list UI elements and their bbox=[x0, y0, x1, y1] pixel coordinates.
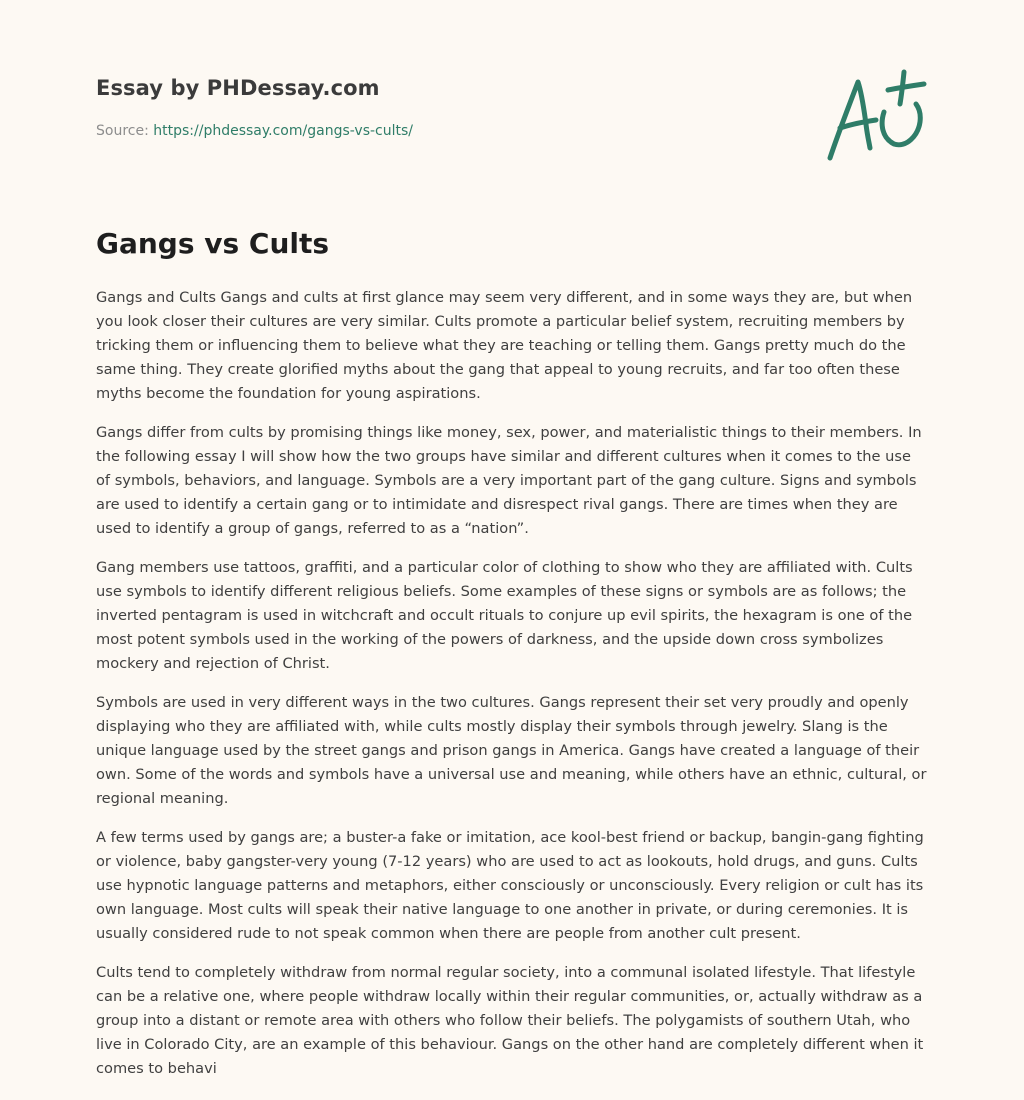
a-plus-grade-icon bbox=[824, 68, 928, 164]
essay-paragraph: Gangs differ from cults by promising things like money, sex, power, and materialistic things to their members. In the following essay I will show how the two groups have similar and different cultures when it comes to the use of symbols, behaviors, and language. Symbols are a very important part of the gang culture. Signs and symbols are used to identify a certain gang or to intimidate and disrespect rival gangs. There are times when they are used to identify a group of gangs, referred to as a “nation”. bbox=[96, 424, 922, 537]
source-label: Source: bbox=[96, 123, 149, 139]
essay-paragraph: Gangs and Cults Gangs and cults at first glance may seem very different, and in some ways they are, but when you look closer their cultures are very similar. Cults promote a particular belief system, recruiting members by tricking them or influencing them to believe what they are teaching or telling them. Gangs pretty much do the same thing. They create glorified myths about the gang that appeal to young recruits, and far too often these myths become the foundation for young aspirations. bbox=[96, 289, 913, 402]
site-title: Essay by PHDessay.com bbox=[96, 76, 380, 100]
essay-paragraph: A few terms used by gangs are; a buster-a fake or imitation, ace kool-best friend or backup, bangin-gang fighting or violence, baby gangster-very young (7-12 years) who are used to act as lookouts, hold drugs, and guns. Cults use hypnotic language patterns and metaphors, either consciously or unconsciously. Every religion or cult has its own language. Most cults will speak their native language to one another in private, or during ceremonies. It is usually considered rude to not speak common when there are people from another cult present. bbox=[96, 829, 924, 942]
site-header bbox=[96, 0, 928, 190]
document-page bbox=[96, 0, 928, 1077]
source-link[interactable]: https://phdessay.com/gangs-vs-cults/ bbox=[153, 123, 414, 139]
essay-body bbox=[96, 286, 928, 1096]
essay-title: Gangs vs Cults bbox=[96, 227, 330, 260]
essay-paragraph: Symbols are used in very different ways in the two cultures. Gangs represent their set very proudly and openly displaying who they are affiliated with, while cults mostly display their symbols through jewelry. Slang is the unique language used by the street gangs and prison gangs in America. Gangs have created a language of their own. Some of the words and symbols have a universal use and meaning, while others have an ethnic, cultural, or regional meaning. bbox=[96, 694, 927, 807]
essay-paragraph: Cults tend to completely withdraw from normal regular society, into a communal isolated lifestyle. That lifestyle can be a relative one, where people withdraw locally within their regular communities, or, actually withdraw as a group into a distant or remote area with others who follow their beliefs. The polygamists of southern Utah, who live in Colorado City, are an example of this behaviour. Gangs on the other hand are completely different when it comes to behavi bbox=[96, 964, 924, 1077]
source-line bbox=[96, 123, 413, 139]
essay-paragraph: Gang members use tattoos, graffiti, and a particular color of clothing to show who they are affiliated with. Cults use symbols to identify different religious beliefs. Some examples of these signs or symbols are as follows; the inverted pentagram is used in witchcraft and occult rituals to conjure up evil spirits, the hexagram is one of the most potent symbols used in the working of the powers of darkness, and the upside down cross symbolizes mockery and rejection of Christ. bbox=[96, 559, 913, 672]
